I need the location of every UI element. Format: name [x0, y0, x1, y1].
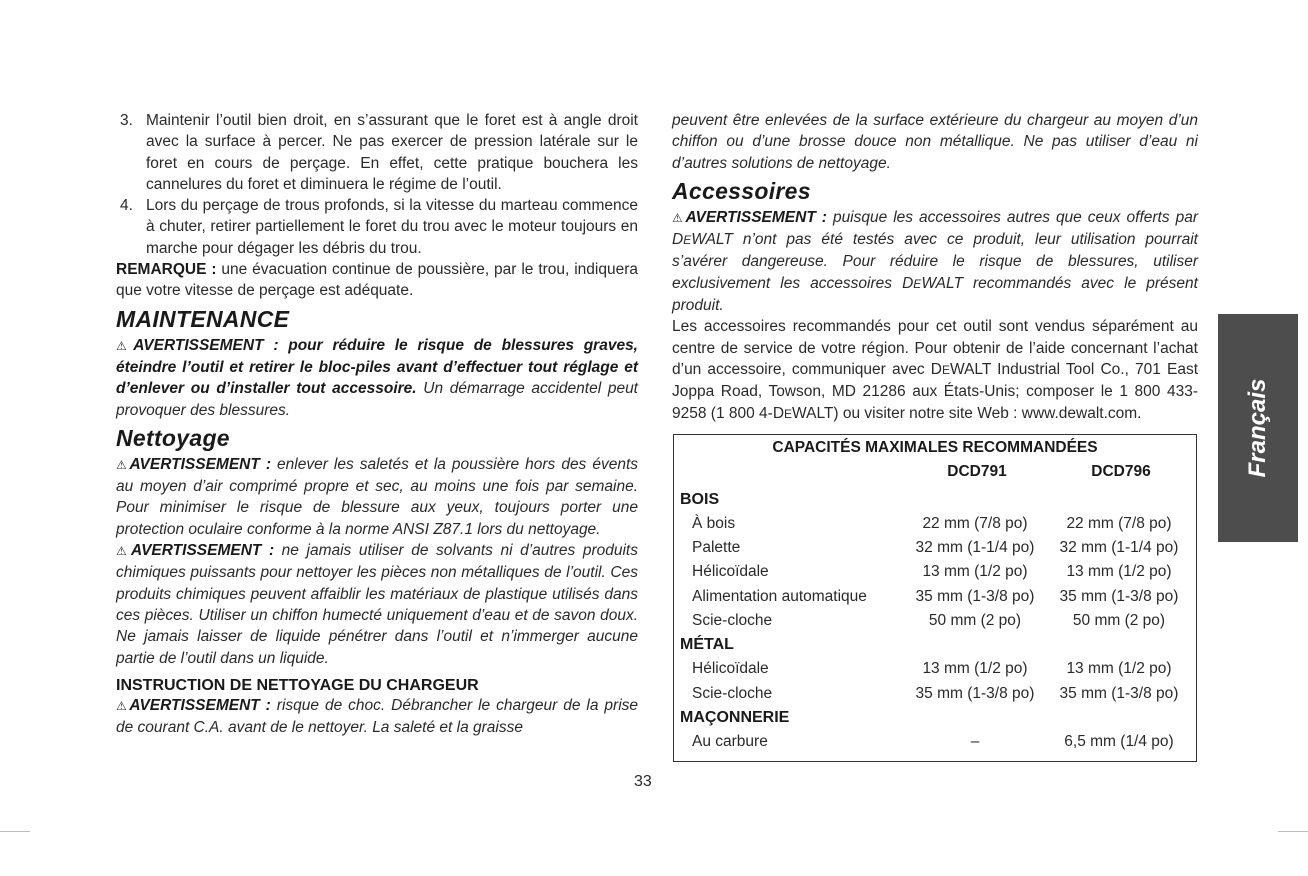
- capacity-table: [673, 434, 1197, 762]
- list-text: Lors du perçage de trous profonds, si la vitesse du marteau commence à chuter, retirer partiellement le foret du trou avec le moteur toujours en marche pour dégager les débris du trou.: [146, 197, 638, 257]
- warning-label: AVERTISSEMENT :: [129, 455, 272, 473]
- side-tab-label: Français: [1244, 378, 1271, 478]
- warning-label: AVERTISSEMENT :: [133, 336, 279, 354]
- page-edge-rule-left: [0, 831, 30, 832]
- warning-triangle-icon: ⚠: [672, 210, 685, 225]
- list-item-4: [116, 195, 638, 259]
- list-text: Maintenir l’outil bien droit, en s’assurant que le foret est à angle droit avec la surface à percer. Ne pas exercer de pression latérale sur le foret en cours de perçage. En effet, cette pratique bouchera les cannelures du foret et diminuera le régime de l’outil.: [146, 112, 638, 193]
- nettoyage-warning-2: [116, 540, 638, 669]
- remarque-paragraph: [116, 259, 638, 302]
- table-row: Palette 32 mm (1-1/4 po) 32 mm (1-1/4 po): [692, 539, 1179, 556]
- right-column: [672, 110, 1198, 425]
- charger-heading: INSTRUCTION DE NETTOYAGE DU CHARGEUR: [116, 676, 479, 694]
- remarque-label: REMARQUE :: [116, 261, 217, 279]
- table-row: Hélicoïdale 13 mm (1/2 po) 13 mm (1/2 po): [692, 660, 1172, 677]
- accessoires-heading: Accessoires: [672, 177, 811, 204]
- category-bois: BOIS: [680, 491, 720, 508]
- page-edge-rule-right: [1278, 831, 1308, 832]
- list-number: 4.: [120, 197, 133, 215]
- table-row: À bois 22 mm (7/8 po) 22 mm (7/8 po): [692, 515, 1172, 532]
- warning-text: risque de choc. Débrancher le chargeur de la prise de courant C.A. avant de le nettoyer. La saleté et la graisse: [116, 696, 639, 737]
- nettoyage-heading: Nettoyage: [116, 424, 230, 451]
- warning-bold-text: pour réduire le risque de blessures graves, éteindre l’outil et retirer le bloc-piles avant d’effectuer tout réglage et d’enlever ou d’installer tout accessoire.: [116, 336, 638, 398]
- warning-text: Un démarrage accidentel peut provoquer des blessures.: [116, 380, 638, 419]
- warning-text: ne jamais utiliser de solvants ni d’autres produits chimiques puissants pour nettoyer les pièces non métalliques de l’outil. Ces produits chimiques peuvent affaiblir les matériaux de plastique utilisés dans ces pièces. Utiliser un chiffon humecté uniquement d’eau et de savon doux. Ne jamais laisser de liquide pénétrer dans l’outil et n’immerger aucune partie de l’outil dans un liquide.: [116, 542, 638, 667]
- remarque-text: une évacuation continue de poussière, par le trou, indiquera que votre vitesse de perçage est adéquate.: [116, 261, 638, 300]
- left-column: [116, 110, 638, 738]
- table-title: CAPACITÉS MAXIMALES RECOMMANDÉES: [772, 439, 1098, 456]
- maintenance-warning: [116, 335, 638, 421]
- warning-label: AVERTISSEMENT :: [685, 208, 827, 226]
- warning-label: AVERTISSEMENT :: [129, 696, 271, 714]
- accessoires-warning: [672, 207, 1198, 316]
- warning-triangle-icon: ⚠: [116, 544, 131, 559]
- column-header-dcd796: DCD796: [1091, 463, 1151, 480]
- list-item-3: [116, 110, 638, 195]
- table-row: Au carbure – 6,5 mm (1/4 po): [692, 733, 1174, 750]
- charger-warning: [116, 695, 638, 739]
- language-side-tab: [1218, 314, 1298, 542]
- table-row: Alimentation automatique 35 mm (1-3/8 po) 35 mm (1-3/8 po): [692, 588, 1179, 605]
- warning-text: enlever les saletés et la poussière hors des évents au moyen d’air comprimé propre et sec, au moins une fois par semaine. Pour minimiser le risque de blessure aux yeux, toujours porter une protection oculaire conforme à la norme ANSI Z87.1 lors du nettoyage.: [116, 455, 638, 538]
- table-row: Scie-cloche 50 mm (2 po) 50 mm (2 po): [692, 612, 1166, 629]
- warning-triangle-icon: ⚠: [116, 457, 129, 472]
- page-number: 33: [634, 773, 652, 790]
- nettoyage-warning-1: [116, 454, 638, 540]
- list-number: 3.: [120, 112, 133, 129]
- table-row: Hélicoïdale 13 mm (1/2 po) 13 mm (1/2 po): [692, 563, 1172, 580]
- table-row: Scie-cloche 35 mm (1-3/8 po) 35 mm (1-3/8 po): [692, 685, 1179, 702]
- accessoires-paragraph: Les accessoires recommandés pour cet outil sont vendus séparément au centre de service de votre région. Pour obtenir de l’aide concernant l’achat d’un accessoire, communiquer avec DEWALT Industrial Tool Co., 701 East Joppa Road, Towson, MD 21286 aux États-Unis; composer le 1 800 433-9258 (1 800 4-DEWALT) ou visiter notre site Web : www.dewalt.com.: [672, 318, 1198, 422]
- category-maconnerie: MAÇONNERIE: [680, 709, 790, 726]
- warning-triangle-icon: ⚠: [116, 698, 129, 713]
- column-header-dcd791: DCD791: [947, 463, 1007, 480]
- category-metal: MÉTAL: [680, 636, 734, 653]
- maintenance-heading: MAINTENANCE: [116, 305, 290, 332]
- warning-text: puisque les accessoires autres que ceux offerts par DEWALT n’ont pas été testés avec ce produit, leur utilisation pourrait s’avérer dangereuse. Pour réduire le risque de blessures, utiliser exclusivement les accessoires DEWALT recommandés avec le présent produit.: [672, 208, 1198, 315]
- warning-label: AVERTISSEMENT :: [131, 542, 275, 560]
- charger-cleaning-continued: peuvent être enlevées de la surface extérieure du chargeur au moyen d’un chiffon ou d’une brosse douce non métallique. Ne pas utiliser d’eau ni d’autres solutions de nettoyage.: [672, 112, 1198, 172]
- warning-triangle-icon: ⚠: [116, 338, 133, 353]
